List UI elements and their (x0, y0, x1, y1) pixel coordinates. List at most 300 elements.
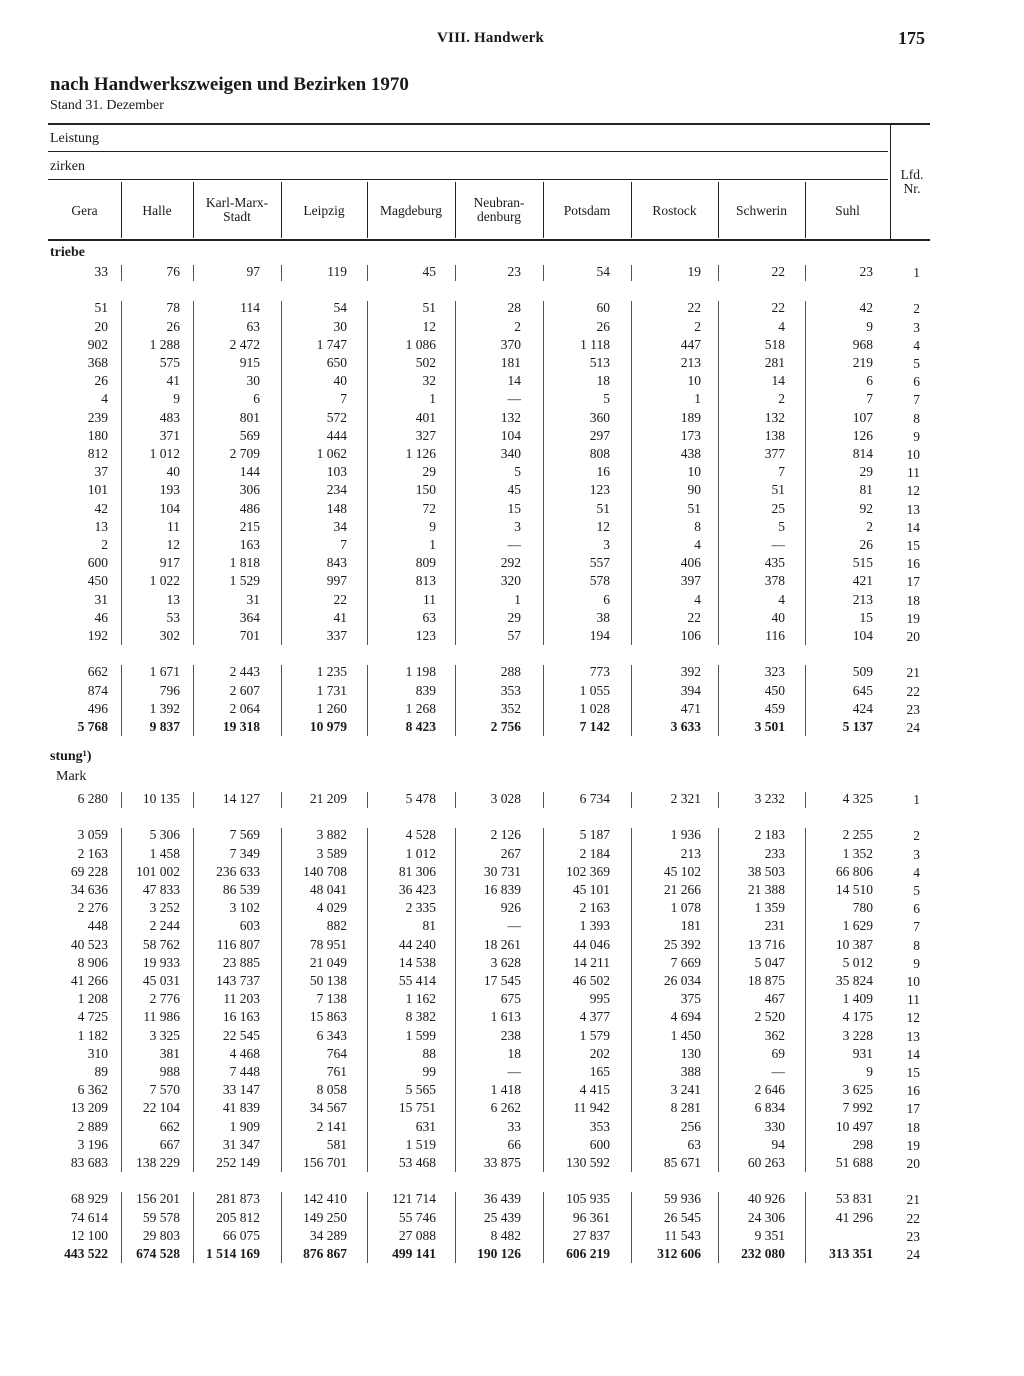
table-cell: 876 867 (303, 1246, 347, 1261)
table-cell: 450 (87, 573, 108, 589)
table-cell: 238 (500, 1027, 521, 1043)
body-column-rule (455, 665, 456, 736)
rule-top (48, 123, 930, 125)
table-cell: 581 (326, 1136, 347, 1152)
body-column-rule (121, 265, 122, 281)
table-cell: 2 126 (490, 827, 521, 843)
body-column-rule (718, 828, 719, 1172)
row-number: 22 (906, 1210, 920, 1226)
body-column-rule (543, 665, 544, 736)
table-cell: 236 633 (216, 863, 260, 879)
table-cell: 6 262 (490, 1100, 521, 1116)
table-cell: 31 347 (222, 1136, 260, 1152)
table-cell: 313 351 (829, 1246, 873, 1261)
table-cell: 88 (422, 1045, 436, 1061)
table-cell: 1 (694, 391, 701, 407)
table-cell: 2 607 (229, 682, 260, 698)
table-cell: 86 539 (222, 882, 260, 897)
rule-band1 (48, 151, 888, 152)
table-cell: 631 (415, 1118, 436, 1134)
row-number: 7 (913, 919, 920, 935)
table-cell: 645 (852, 682, 873, 698)
table-cell: 323 (764, 664, 785, 680)
table-cell: 18 (596, 373, 610, 389)
table-cell: 25 439 (483, 1209, 521, 1225)
table-cell: 1 671 (149, 664, 180, 680)
table-cell: 53 (166, 609, 180, 625)
table-cell: 9 351 (754, 1227, 785, 1243)
table-cell: 144 (239, 464, 260, 480)
table-cell: 232 080 (741, 1246, 785, 1261)
body-column-rule (193, 828, 194, 1172)
table-cell: 60 (596, 300, 610, 316)
table-cell: 4 694 (670, 1009, 701, 1025)
table-cell: 5 137 (842, 719, 873, 734)
table-cell: 219 (852, 355, 873, 370)
table-cell: 12 (596, 518, 610, 534)
table-cell: 438 (680, 446, 701, 461)
row-number: 13 (906, 1028, 920, 1044)
body-column-rule (367, 665, 368, 736)
body-column-rule (281, 1192, 282, 1263)
table-cell: 796 (159, 682, 180, 698)
table-cell: 119 (327, 264, 347, 279)
body-column-rule (367, 828, 368, 1172)
table-cell: 27 837 (572, 1227, 610, 1243)
table-cell: 11 (167, 518, 180, 534)
table-cell: 215 (239, 518, 260, 534)
table-cell: 4 725 (77, 1009, 108, 1025)
table-cell: 163 (239, 537, 260, 552)
table-cell: 1 747 (316, 336, 347, 352)
table-cell: 190 126 (477, 1246, 521, 1261)
table-cell: 997 (326, 573, 347, 589)
table-cell: 377 (764, 446, 785, 461)
body-column-rule (121, 792, 122, 808)
table-cell: 22 (333, 591, 347, 607)
table-cell: 9 (866, 1064, 873, 1079)
table-cell: 292 (500, 555, 521, 571)
table-cell: 55 414 (398, 973, 436, 988)
column-header: Halle (142, 203, 172, 218)
row-number: 8 (913, 937, 920, 953)
table-cell: 6 834 (754, 1100, 785, 1116)
table-cell: 13 (94, 518, 108, 534)
table-cell: 89 (94, 1064, 108, 1079)
table-cell: 2 321 (670, 791, 701, 806)
table-cell: 26 034 (663, 973, 701, 988)
row-number: 13 (906, 501, 920, 517)
table-cell: 1 579 (579, 1027, 610, 1043)
table-cell: 2 (778, 391, 785, 407)
table-cell: 6 343 (316, 1027, 347, 1043)
row-number: 3 (913, 846, 920, 862)
table-cell: 1 235 (316, 664, 347, 680)
table-cell: 809 (415, 555, 436, 571)
table-cell: 4 325 (842, 791, 873, 806)
table-cell: 2 184 (579, 845, 610, 861)
body-column-rule (367, 265, 368, 281)
table-cell: 24 306 (747, 1209, 785, 1225)
body-column-rule (543, 265, 544, 281)
body-column-rule (455, 828, 456, 1172)
table-cell: 252 149 (216, 1155, 260, 1170)
column-header: Rostock (652, 203, 697, 218)
table-cell: 11 543 (664, 1227, 701, 1243)
table-cell: 9 (173, 391, 180, 407)
table-cell: 101 (87, 482, 108, 498)
table-cell: 667 (159, 1136, 180, 1152)
table-cell: 33 (507, 1118, 521, 1134)
table-cell: 5 (514, 464, 521, 480)
table-cell: 104 (159, 500, 180, 516)
column-header: Karl-Marx- Stadt (205, 195, 269, 224)
table-cell: 2 443 (229, 664, 260, 680)
table-cell: 381 (159, 1045, 180, 1061)
table-cell: 156 701 (303, 1155, 347, 1170)
table-cell: 450 (764, 682, 785, 698)
table-cell: 42 (859, 300, 873, 316)
table-cell: 9 837 (149, 719, 180, 734)
table-cell: 8 906 (77, 954, 108, 970)
table-cell: 8 281 (670, 1100, 701, 1116)
table-cell: 1 126 (405, 446, 436, 461)
table-cell: 5 012 (842, 954, 873, 970)
column-header: Leipzig (303, 203, 345, 218)
table-cell: 44 240 (398, 936, 436, 952)
table-cell: 30 (246, 373, 260, 389)
table-cell: 239 (87, 409, 108, 425)
table-cell: 106 (680, 628, 701, 643)
table-cell: 36 423 (398, 882, 436, 897)
table-cell: 1 519 (405, 1136, 436, 1152)
table-cell: 2 141 (316, 1118, 347, 1134)
table-cell: 902 (87, 336, 108, 352)
body-column-rule (805, 665, 806, 736)
table-cell: 5 768 (77, 719, 108, 734)
table-cell: 764 (326, 1045, 347, 1061)
table-cell: 34 289 (309, 1227, 347, 1243)
table-cell: 213 (680, 355, 701, 370)
row-number: 12 (906, 1010, 920, 1026)
table-cell: 46 (94, 609, 108, 625)
header-column-rule (455, 182, 456, 238)
table-cell: 388 (680, 1064, 701, 1079)
table-cell: 22 104 (142, 1100, 180, 1116)
rule-lfd-separator (890, 124, 891, 240)
table-cell: 5 565 (405, 1082, 436, 1098)
table-cell: 572 (326, 409, 347, 425)
row-number: 6 (913, 901, 920, 917)
table-cell: 8 382 (405, 1009, 436, 1025)
table-cell: 14 127 (222, 791, 260, 806)
row-number: 9 (913, 955, 920, 971)
row-number: 20 (906, 629, 920, 644)
table-cell: 22 (687, 609, 701, 625)
table-cell: 606 219 (566, 1246, 610, 1261)
table-cell: 2 646 (754, 1082, 785, 1098)
table-cell: 11 (423, 591, 436, 607)
table-cell: 63 (246, 318, 260, 334)
table-cell: 14 510 (835, 882, 873, 897)
table-cell: 1 162 (405, 991, 436, 1007)
table-cell: 44 046 (572, 936, 610, 952)
table-cell: 281 873 (216, 1191, 260, 1207)
table-cell: 578 (589, 573, 610, 589)
table-cell: 13 209 (70, 1100, 108, 1116)
row-number: 21 (906, 1192, 920, 1208)
table-cell: 3 501 (754, 719, 785, 734)
table-cell: 51 (687, 500, 701, 516)
table-cell: 8 482 (490, 1227, 521, 1243)
table-cell: 14 (771, 373, 785, 389)
header-column-rule (631, 182, 632, 238)
column-header: Potsdam (563, 203, 611, 218)
table-cell: 330 (764, 1118, 785, 1134)
column-header: Suhl (835, 203, 860, 218)
table-cell: 14 (507, 373, 521, 389)
table-cell: 773 (589, 664, 610, 680)
row-number: 16 (906, 1083, 920, 1099)
table-cell: 7 (778, 464, 785, 480)
table-cell: 3 232 (754, 791, 785, 806)
table-cell: 5 306 (149, 827, 180, 843)
table-cell: 397 (680, 573, 701, 589)
body-column-rule (193, 301, 194, 645)
table-cell: 193 (159, 482, 180, 498)
table-cell: 14 211 (573, 954, 610, 970)
table-cell: 368 (87, 355, 108, 370)
table-cell: 181 (680, 918, 701, 934)
table-cell: 11 986 (143, 1009, 180, 1025)
table-cell: 603 (239, 918, 260, 934)
table-cell: 1 613 (490, 1009, 521, 1025)
table-cell: 353 (589, 1118, 610, 1134)
table-cell: 675 (500, 991, 521, 1007)
table-cell: — (507, 537, 521, 552)
body-column-rule (281, 665, 282, 736)
table-cell: 2 163 (77, 845, 108, 861)
table-cell: 74 614 (70, 1209, 108, 1225)
table-cell: 22 (771, 300, 785, 316)
table-cell: 33 147 (222, 1082, 260, 1098)
table-cell: 48 041 (309, 882, 347, 897)
table-cell: 8 423 (405, 719, 436, 734)
body-column-rule (718, 792, 719, 808)
table-cell: 21 209 (309, 791, 347, 806)
table-cell: 90 (687, 482, 701, 498)
row-number: 23 (906, 701, 920, 717)
row-number: 7 (913, 392, 920, 408)
body-column-rule (543, 1192, 544, 1263)
row-number: 20 (906, 1156, 920, 1171)
table-cell: 34 (333, 518, 347, 534)
table-cell: 14 538 (398, 954, 436, 970)
table-cell: 1 352 (842, 845, 873, 861)
table-cell: 41 (333, 609, 347, 625)
table-cell: 674 528 (136, 1246, 180, 1261)
table-cell: 40 926 (747, 1191, 785, 1207)
table-cell: 2 472 (229, 336, 260, 352)
row-number: 14 (906, 519, 920, 535)
table-cell: 968 (852, 336, 873, 352)
table-cell: 2 335 (405, 900, 436, 916)
table-cell: 780 (852, 900, 873, 916)
table-cell: 12 100 (70, 1227, 108, 1243)
table-cell: 10 (687, 464, 701, 480)
body-column-rule (805, 265, 806, 281)
table-cell: 9 (866, 318, 873, 334)
table-cell: 1 022 (149, 573, 180, 589)
table-cell: 58 762 (142, 936, 180, 952)
table-cell: 13 (166, 591, 180, 607)
table-cell: 25 (771, 500, 785, 516)
table-cell: 2 064 (229, 700, 260, 716)
table-cell: 26 (94, 373, 108, 389)
table-cell: 101 002 (136, 863, 180, 879)
table-cell: 132 (764, 409, 785, 425)
body-column-rule (718, 665, 719, 736)
table-cell: 1 028 (579, 700, 610, 716)
table-cell: 5 478 (405, 791, 436, 806)
table-cell: 297 (589, 427, 610, 443)
table-cell: 7 992 (842, 1100, 873, 1116)
table-cell: 41 266 (70, 973, 108, 988)
table-cell: 2 (101, 537, 108, 552)
table-cell: 30 (333, 318, 347, 334)
table-cell: 29 (859, 464, 873, 480)
body-column-rule (193, 1192, 194, 1263)
table-cell: 15 (859, 609, 873, 625)
table-cell: 104 (500, 427, 521, 443)
table-cell: 45 101 (572, 882, 610, 897)
table-cell: 327 (415, 427, 436, 443)
table-cell: 54 (333, 300, 347, 316)
table-cell: 92 (859, 500, 873, 516)
table-cell: 46 502 (572, 973, 610, 988)
table-cell: 406 (680, 555, 701, 571)
table-cell: 29 (507, 609, 521, 625)
table-cell: 298 (852, 1136, 873, 1152)
table-cell: 45 102 (663, 863, 701, 879)
table-cell: 1 288 (149, 336, 180, 352)
table-cell: 213 (680, 845, 701, 861)
table-cell: 97 (246, 264, 260, 279)
table-cell: 1 458 (149, 845, 180, 861)
header-column-rule (718, 182, 719, 238)
row-number: 2 (913, 301, 920, 317)
table-cell: 40 (166, 464, 180, 480)
table-cell: 4 (694, 537, 701, 552)
header-column-rule (367, 182, 368, 238)
table-cell: 375 (680, 991, 701, 1007)
row-number: 14 (906, 1046, 920, 1062)
row-number: 4 (913, 864, 920, 880)
table-cell: 600 (87, 555, 108, 571)
table-cell: 51 (94, 300, 108, 316)
table-cell: 41 (166, 373, 180, 389)
body-column-rule (367, 1192, 368, 1263)
table-cell: 926 (500, 900, 521, 916)
body-column-rule (281, 265, 282, 281)
table-cell: 94 (771, 1136, 785, 1152)
table-cell: 142 410 (303, 1191, 347, 1207)
table-cell: 60 263 (747, 1155, 785, 1170)
table-cell: 813 (415, 573, 436, 589)
body-column-rule (367, 301, 368, 645)
table-cell: 10 387 (835, 936, 873, 952)
body-column-rule (718, 301, 719, 645)
table-cell: 22 545 (222, 1027, 260, 1043)
table-cell: 51 (596, 500, 610, 516)
table-cell: 194 (589, 628, 610, 643)
table-cell: 3 028 (490, 791, 521, 806)
table-cell: 13 716 (747, 936, 785, 952)
table-cell: 8 058 (316, 1082, 347, 1098)
table-cell: 509 (852, 664, 873, 680)
table-cell: 10 979 (309, 719, 347, 734)
row-number: 18 (906, 592, 920, 608)
table-cell: 45 (422, 264, 436, 279)
table-cell: 231 (764, 918, 785, 934)
table-cell: 575 (159, 355, 180, 370)
table-cell: 4 528 (405, 827, 436, 843)
table-cell: 421 (852, 573, 873, 589)
table-cell: 20 (94, 318, 108, 334)
table-cell: 502 (415, 355, 436, 370)
table-cell: 340 (500, 446, 521, 461)
table-cell: 41 839 (222, 1100, 260, 1116)
table-cell: 7 349 (229, 845, 260, 861)
table-cell: 6 (603, 591, 610, 607)
rule-band2 (48, 179, 888, 180)
table-cell: 988 (159, 1064, 180, 1079)
table-cell: 59 578 (142, 1209, 180, 1225)
table-cell: 1 078 (670, 900, 701, 916)
table-cell: 2 709 (229, 446, 260, 461)
table-cell: 36 439 (483, 1191, 521, 1207)
column-header: Neubran- denburg (473, 195, 525, 224)
table-cell: 557 (589, 555, 610, 571)
table-cell: 50 138 (309, 973, 347, 988)
body-column-rule (631, 265, 632, 281)
row-number: 19 (906, 610, 920, 626)
body-column-rule (121, 665, 122, 736)
table-cell: 132 (500, 409, 521, 425)
table-cell: 394 (680, 682, 701, 698)
table-title: nach Handwerkszweigen und Bezirken 1970 (50, 74, 409, 95)
table-cell: 1 012 (149, 446, 180, 461)
table-cell: 16 839 (483, 882, 521, 897)
row-number: 11 (907, 992, 920, 1008)
table-cell: 5 047 (754, 954, 785, 970)
table-cell: 3 252 (149, 900, 180, 916)
body-column-rule (281, 828, 282, 1172)
table-cell: 28 (507, 300, 521, 316)
body-column-rule (121, 1192, 122, 1263)
table-cell: 6 362 (77, 1082, 108, 1098)
header-column-rule (805, 182, 806, 238)
table-cell: 3 882 (316, 827, 347, 843)
table-cell: — (507, 391, 521, 407)
header-column-rule (121, 182, 122, 238)
body-column-rule (631, 1192, 632, 1263)
table-cell: 34 567 (309, 1100, 347, 1116)
table-cell: 281 (764, 355, 785, 370)
table-cell: 3 633 (670, 719, 701, 734)
table-cell: 45 (507, 482, 521, 498)
body-column-rule (193, 792, 194, 808)
